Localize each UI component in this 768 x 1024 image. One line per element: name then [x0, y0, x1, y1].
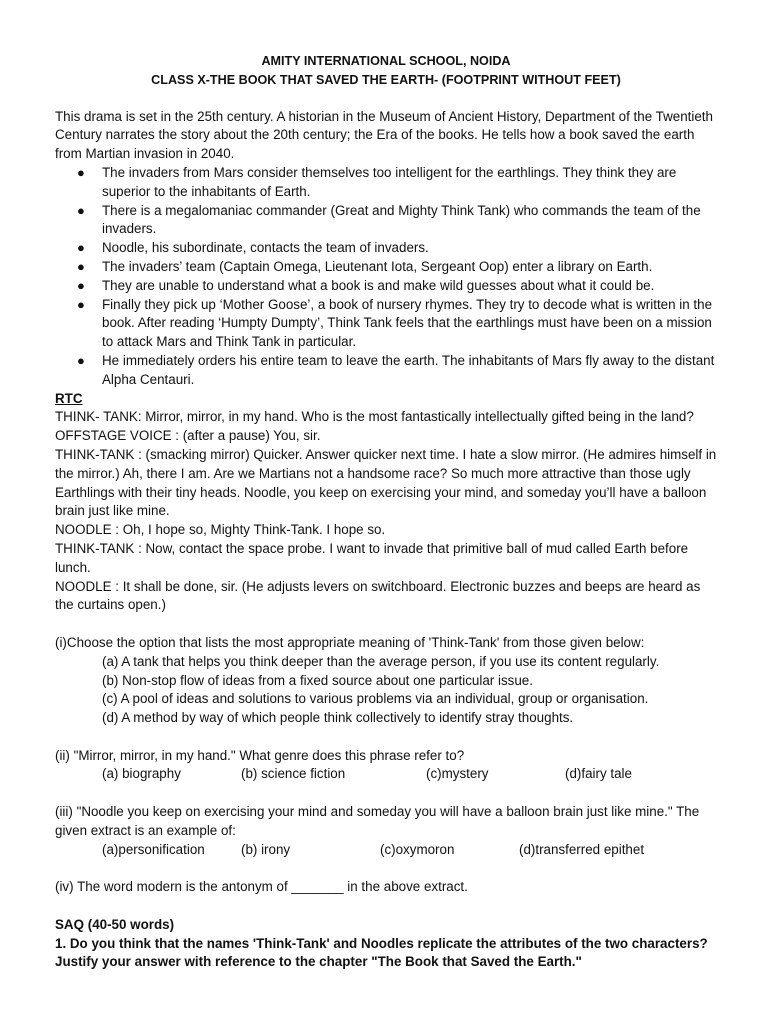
list-item: [55, 277, 717, 296]
list-item-text: Noodle, his subordinate, contacts the team of invaders.: [102, 240, 429, 256]
list-item-text: The invaders’ team (Captain Omega, Lieutenant Iota, Sergeant Oop) enter a library on Earth.: [102, 258, 653, 274]
dialogue-line: OFFSTAGE VOICE : (after a pause) You, sir.: [55, 428, 321, 444]
bullet-icon: ●: [77, 164, 85, 180]
saq-heading: SAQ (40-50 words): [55, 916, 175, 932]
spacer: [55, 615, 717, 634]
dialogue-line: NOODLE : Oh, I hope so, Mighty Think-Tank. I hope so.: [55, 522, 386, 538]
spacer: [55, 859, 717, 878]
saq-question-1: 1. Do you think that the names 'Think-Tank' and Noodles replicate the attributes of the two characters? Justify your answer with reference to the chapter "The Book that Saved the Earth.": [55, 935, 708, 970]
question-3-options: [55, 841, 717, 860]
list-item-text: They are unable to understand what a book is and make wild guesses about what it could be.: [102, 277, 655, 293]
dialogue-line: THINK-TANK : Now, contact the space probe. I want to invade that primitive ball of mud called Earth before lunch.: [55, 540, 689, 575]
question-1-option-c: (c) A pool of ideas and solutions to various problems via an individual, group or organisation.: [102, 691, 649, 707]
bullet-icon: ●: [77, 296, 85, 312]
question-1-option-d: (d) A method by way of which people think collectively to identify stray thoughts.: [102, 710, 574, 726]
dialogue-line: THINK- TANK: Mirror, mirror, in my hand. Who is the most fantastically intellectually gifted being in the land?: [55, 409, 694, 425]
question-1: (i)Choose the option that lists the most appropriate meaning of 'Think-Tank' from those given below:: [55, 634, 645, 650]
summary-list: [55, 164, 717, 390]
question-1-option-b: (b) Non-stop flow of ideas from a fixed source about one particular issue.: [102, 672, 533, 688]
question-2-options: [55, 765, 717, 784]
spacer: [55, 784, 717, 803]
dialogue-line: NOODLE : It shall be done, sir. (He adjusts levers on switchboard. Electronic buzzes and beeps are heard as the curtains open.): [55, 578, 701, 613]
bullet-icon: ●: [77, 258, 85, 274]
document-page: [55, 52, 717, 972]
question-3-option-b: (b) irony: [241, 841, 291, 857]
list-item: [55, 202, 717, 240]
bullet-icon: ●: [77, 277, 85, 293]
question-3-option-c: (c)oxymoron: [380, 841, 455, 857]
question-3-option-a: (a)personification: [102, 841, 205, 857]
question-3: (iii) "Noodle you keep on exercising your mind and someday you will have a balloon brain just like mine." The given extract is an example of:: [55, 804, 700, 838]
question-2-option-b: (b) science fiction: [241, 766, 346, 782]
bullet-icon: ●: [77, 352, 85, 368]
list-item: [55, 239, 717, 258]
bullet-icon: ●: [77, 202, 85, 218]
question-2-option-a: (a) biography: [102, 766, 181, 782]
question-3-option-d: (d)transferred epithet: [519, 841, 645, 857]
list-item: [55, 258, 717, 277]
list-item-text: Finally they pick up ‘Mother Goose’, a book of nursery rhymes. They try to decode what is written in the book. After reading ‘Humpty Dumpty’, Think Tank feels that the earthlings must have been on a mission to attack Mars and Think Tank in particular.: [102, 296, 713, 350]
bullet-icon: ●: [77, 240, 85, 256]
intro-paragraph: This drama is set in the 25th century. A historian in the Museum of Ancient History, Department of the Twentieth Century narrates the story about the 20th century; the Era of the books. He tells how a book saved the earth from Martian invasion in 2040.: [55, 108, 713, 162]
rtc-heading: RTC: [55, 390, 83, 406]
question-4: (iv) The word modern is the antonym of _______ in the above extract.: [55, 879, 468, 895]
question-2-option-c: (c)mystery: [426, 766, 489, 782]
list-item: [55, 352, 717, 390]
question-1-option-a: (a) A tank that helps you think deeper than the average person, if you use its content regularly.: [102, 653, 660, 669]
school-name: AMITY INTERNATIONAL SCHOOL, NOIDA: [261, 54, 511, 68]
list-item: [55, 164, 717, 202]
list-item-text: The invaders from Mars consider themselves too intelligent for the earthlings. They think they are superior to the inhabitants of Earth.: [102, 164, 677, 199]
list-item-text: There is a megalomaniac commander (Great and Mighty Think Tank) who commands the team of the invaders.: [102, 202, 701, 237]
spacer: [55, 897, 717, 916]
dialogue-line: THINK-TANK : (smacking mirror) Quicker. Answer quicker next time. I hate a slow mirror. (He admires himself in the mirror.) Ah, there I am. Are we Martians not a handsome race? So much more attractive than those ugly Earthlings with their tiny heads. Noodle, you keep on exercising your mind, and someday you’ll have a balloon brain just like mine.: [55, 446, 717, 519]
page-title: CLASS X-THE BOOK THAT SAVED THE EARTH- (FOOTPRINT WITHOUT FEET): [151, 72, 621, 87]
list-item: [55, 296, 717, 352]
list-item-text: He immediately orders his entire team to leave the earth. The inhabitants of Mars fly away to the distant Alpha Centauri.: [102, 352, 715, 387]
question-2: (ii) "Mirror, mirror, in my hand." What genre does this phrase refer to?: [55, 747, 465, 763]
question-2-option-d: (d)fairy tale: [565, 766, 632, 782]
spacer: [55, 728, 717, 747]
